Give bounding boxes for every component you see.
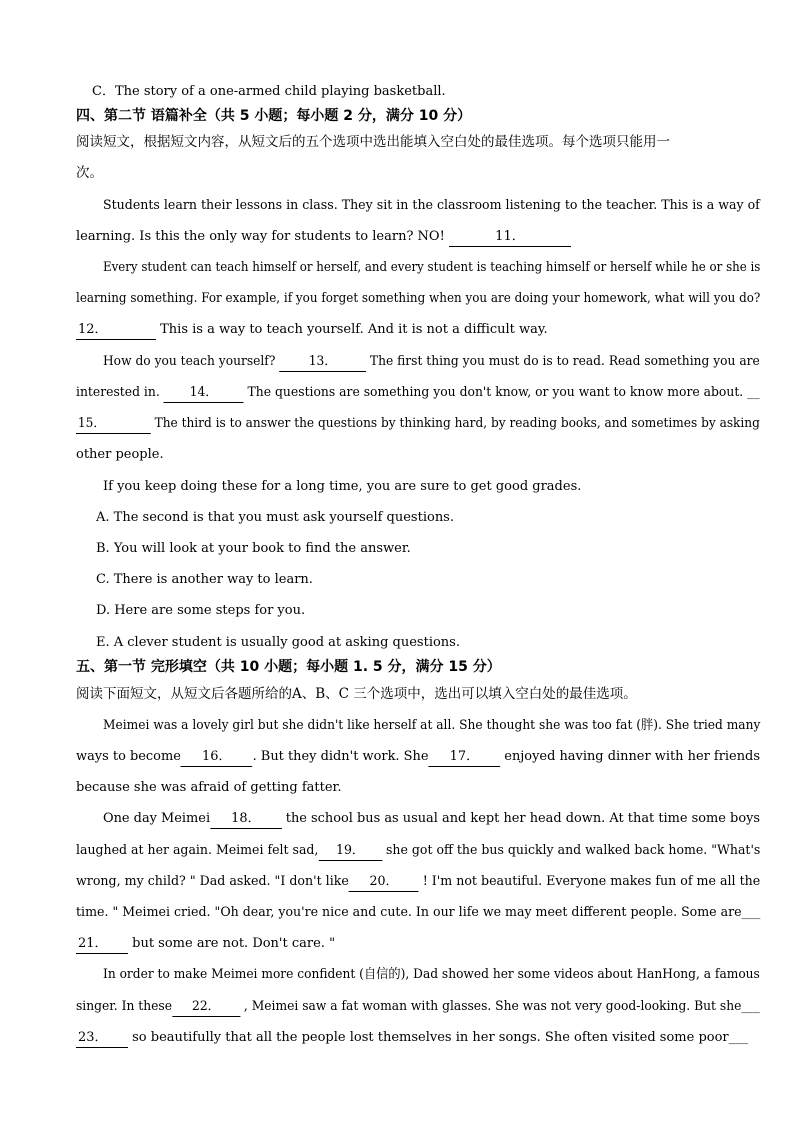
blank-11[interactable]: 11． bbox=[449, 228, 571, 247]
passage-line bbox=[76, 228, 571, 247]
passage-text: the school bus as usual and kept her head down. At that time some boys bbox=[281, 811, 761, 826]
passage-text: The third is to answer the questions by thinking hard, by reading books, and sometimes by asking bbox=[150, 416, 760, 431]
option-a: A. The second is that you must ask yourself questions. bbox=[96, 510, 454, 525]
passage-line bbox=[76, 384, 760, 403]
passage-text: learning. Is this the only way for students to learn? NO! bbox=[76, 229, 445, 244]
passage-text: interested in. bbox=[76, 385, 160, 400]
blank-17[interactable]: 17． bbox=[429, 748, 501, 767]
option-e: E. A clever student is usually good at asking questions. bbox=[96, 635, 460, 650]
passage-line bbox=[76, 321, 548, 340]
prev-option-c: C．The story of a one-armed child playing basketball. bbox=[92, 84, 446, 99]
passage-text: ! I'm not beautiful. Everyone makes fun of me all the bbox=[418, 874, 761, 889]
passage-text: but some are not. Don't care. " bbox=[128, 936, 336, 951]
passage-text: enjoyed having dinner with her friends bbox=[500, 749, 760, 764]
passage-line bbox=[76, 842, 760, 861]
passage-line bbox=[103, 353, 760, 372]
blank-14[interactable]: 14． bbox=[164, 384, 244, 403]
blank-12[interactable]: 12． bbox=[76, 321, 156, 340]
passage-text: One day Meimei bbox=[103, 811, 211, 826]
passage-text: she got off the bus quickly and walked back home. "What's bbox=[382, 843, 761, 858]
passage-text: The first thing you must do is to read. Read something you are bbox=[366, 354, 760, 369]
passage-line: learning something. For example, if you forget something when you are doing your homework, what will you do? bbox=[76, 291, 761, 306]
passage-line bbox=[103, 810, 760, 829]
passage-line: Students learn their lessons in class. They sit in the classroom listening to the teacher. This is a way of bbox=[103, 198, 760, 213]
passage-line: In order to make Meimei more confident (自信的), Dad showed her some videos about HanHong, a famous bbox=[103, 967, 760, 982]
passage-text: ways to become bbox=[76, 749, 181, 764]
passage-line: If you keep doing these for a long time, you are sure to get good grades. bbox=[103, 479, 582, 494]
blank-19[interactable]: 19． bbox=[318, 842, 382, 861]
section-4-heading: 四、第二节 语篇补全（共 5 小题；每小题 2 分，满分 10 分） bbox=[76, 108, 472, 124]
blank-20[interactable]: 20． bbox=[349, 873, 419, 892]
passage-line: Every student can teach himself or herself, and every student is teaching himself or herself while he or she is bbox=[103, 260, 761, 275]
section-5-heading: 五、第一节 完形填空（共 10 小题；每小题 1. 5 分，满分 15 分） bbox=[76, 659, 501, 675]
section-4-instructions-cont: 次。 bbox=[76, 165, 103, 181]
blank-16[interactable]: 16． bbox=[181, 748, 253, 767]
passage-line bbox=[76, 415, 760, 434]
passage-text: so beautifully that all the people lost themselves in her songs. She often visited some poor___ bbox=[128, 1030, 749, 1045]
passage-line bbox=[76, 935, 335, 954]
blank-15[interactable]: 15． bbox=[76, 415, 151, 434]
passage-line bbox=[76, 998, 760, 1017]
passage-text: laughed at her again. Meimei felt sad, bbox=[76, 843, 319, 858]
passage-line: other people. bbox=[76, 447, 164, 462]
passage-line bbox=[76, 748, 760, 767]
blank-22[interactable]: 22． bbox=[172, 998, 240, 1017]
option-d: D. Here are some steps for you. bbox=[96, 603, 306, 618]
passage-text: The questions are something you don't know, or you want to know more about. __ bbox=[243, 385, 760, 400]
passage-line: Meimei was a lovely girl but she didn't like herself at all. She thought she was too fat (胖). She tried many bbox=[103, 718, 761, 733]
passage-text: singer. In these bbox=[76, 999, 172, 1014]
passage-line: time. " Meimei cried. "Oh dear, you're nice and cute. In our life we may meet different people. Some are___ bbox=[76, 905, 761, 920]
section-4-instructions: 阅读短文，根据短文内容，从短文后的五个选项中选出能填入空白处的最佳选项。每个选项只能用一 bbox=[76, 134, 670, 150]
blank-23[interactable]: 23． bbox=[76, 1029, 128, 1048]
option-b: B. You will look at your book to find the answer. bbox=[96, 541, 411, 556]
passage-text: , Meimei saw a fat woman with glasses. She was not very good-looking. But she___ bbox=[239, 999, 760, 1014]
blank-21[interactable]: 21． bbox=[76, 935, 128, 954]
passage-text: . But they didn't work. She bbox=[252, 749, 429, 764]
passage-text: This is a way to teach yourself. And it is not a difficult way. bbox=[156, 322, 548, 337]
passage-text: wrong, my child? " Dad asked. "I don't like bbox=[76, 874, 349, 889]
passage-text: How do you teach yourself? bbox=[103, 354, 276, 369]
blank-18[interactable]: 18． bbox=[210, 810, 282, 829]
passage-line: because she was afraid of getting fatter. bbox=[76, 780, 342, 795]
section-5-instructions: 阅读下面短文，从短文后各题所给的A、B、C 三个选项中，选出可以填入空白处的最佳选项。 bbox=[76, 686, 637, 702]
blank-13[interactable]: 13． bbox=[279, 353, 366, 372]
passage-line bbox=[76, 873, 760, 892]
option-c: C. There is another way to learn. bbox=[96, 572, 313, 587]
passage-line bbox=[76, 1029, 748, 1048]
